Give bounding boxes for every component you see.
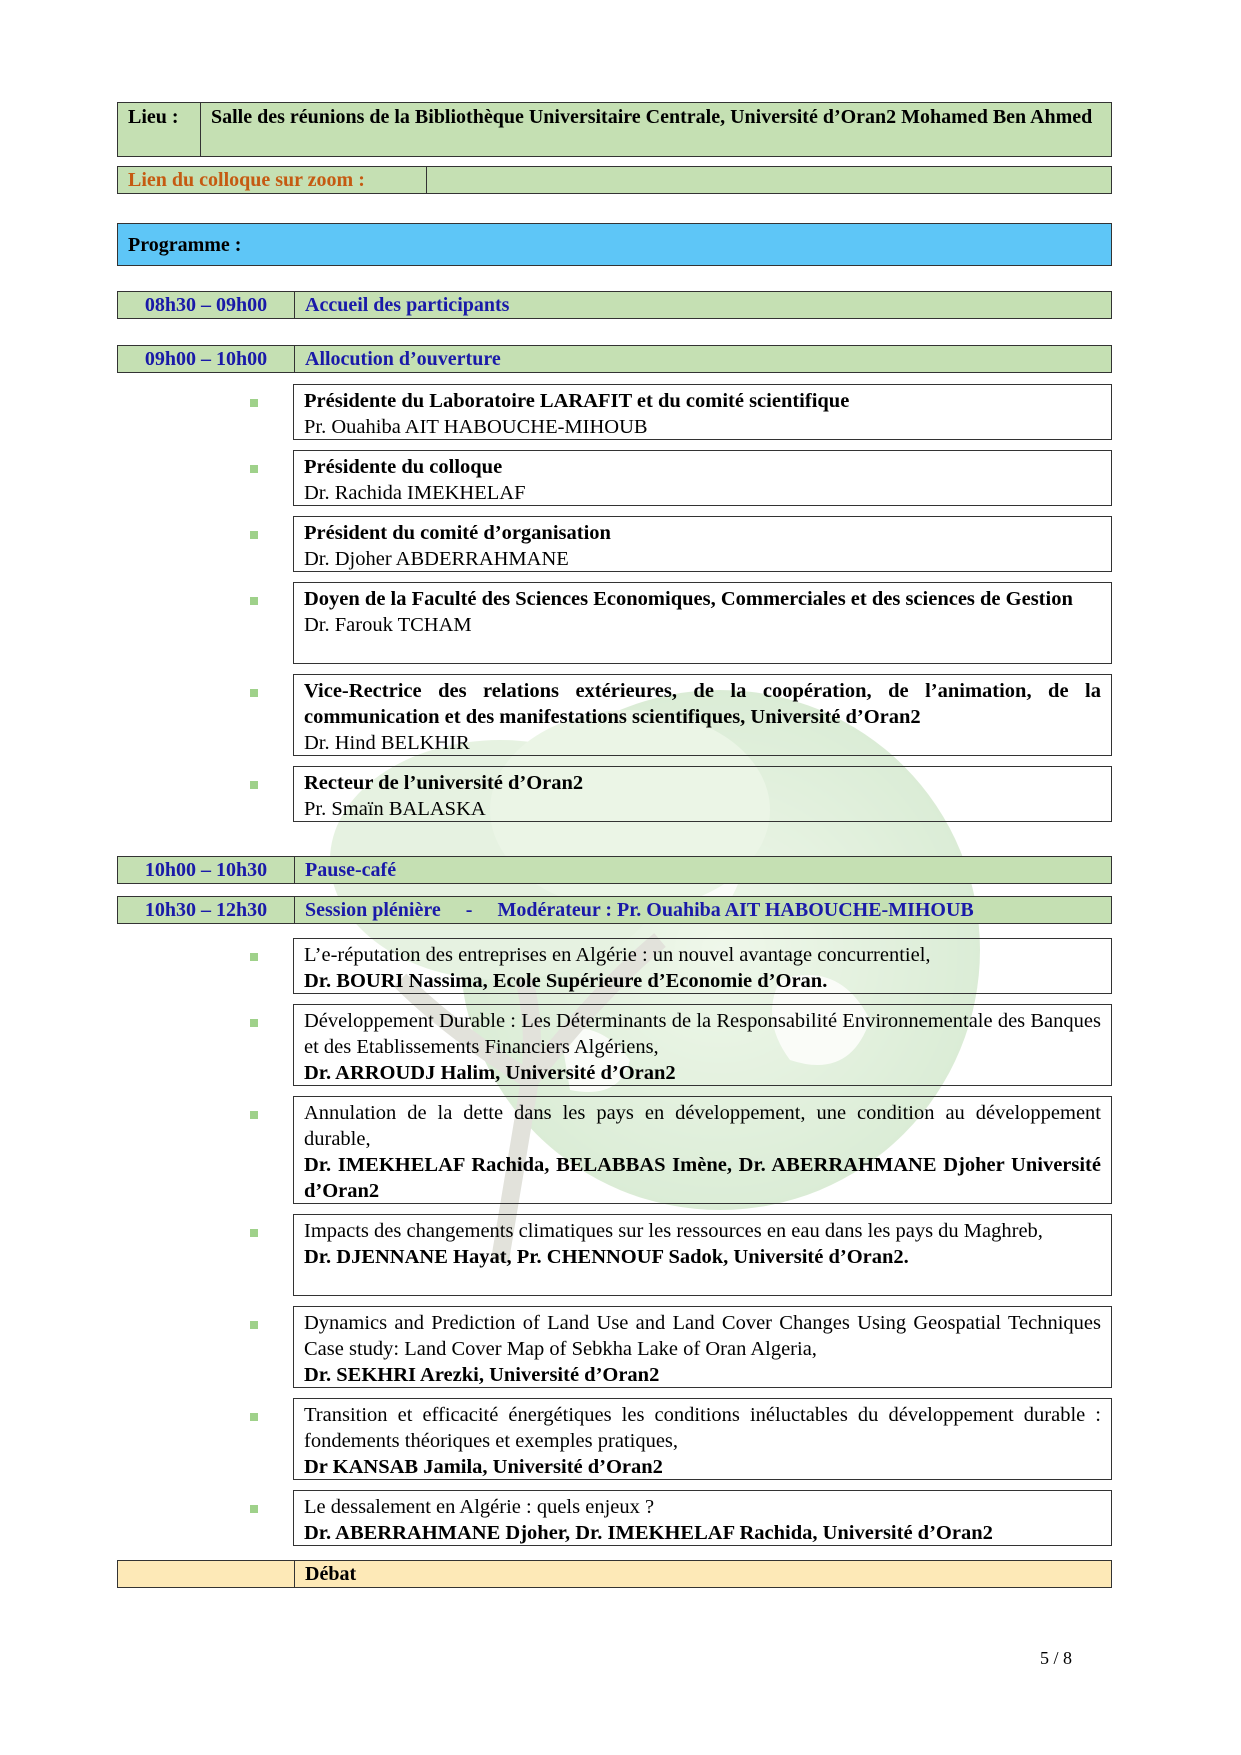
debate-row — [117, 1560, 1112, 1588]
slot-plenary-title-cell — [294, 897, 1111, 923]
slot-opening-time: 09h00 – 10h00 — [144, 348, 268, 370]
talk-item: Le dessalement en Algérie : quels enjeux ? Dr. ABERRAHMANE Djoher, Dr. IMEKHELAF Rachida, Université d’Oran2 — [293, 1490, 1112, 1546]
venue-label: Lieu : — [128, 106, 179, 128]
bullet-icon — [250, 1111, 258, 1119]
programme-label: Programme : — [128, 234, 242, 256]
talk-item: L’e-réputation des entreprises en Algérie : un nouvel avantage concurrentiel, Dr. BOURI Nassima, Ecole Supérieure d’Economie d’Oran. — [293, 938, 1112, 994]
opening-item: Présidente du colloque Dr. Rachida IMEKHELAF — [293, 450, 1112, 506]
opening-item: Doyen de la Faculté des Sciences Economiques, Commerciales et des sciences de Gestion Dr. Farouk TCHAM — [293, 582, 1112, 664]
zoom-link-value[interactable] — [426, 167, 1111, 193]
slot-welcome-time: 08h30 – 09h00 — [144, 294, 268, 316]
slot-plenary-moderator: Modérateur : Pr. Ouahiba AIT HABOUCHE-MIHOUB — [497, 899, 974, 921]
bullet-icon — [250, 1505, 258, 1513]
bullet-icon — [250, 597, 258, 605]
bullet-icon — [250, 953, 258, 961]
slot-opening-title: Allocution d’ouverture — [294, 346, 1111, 372]
zoom-link-row — [117, 166, 1112, 194]
slot-plenary-title: Session plénière — [305, 899, 441, 921]
opening-item: Vice-Rectrice des relations extérieures, de la coopération, de l’animation, de la communication et des manifestations scientifiques, Université d’Oran2 Dr. Hind BELKHIR — [293, 674, 1112, 756]
talk-item: Impacts des changements climatiques sur les ressources en eau dans les pays du Maghreb, Dr. DJENNANE Hayat, Pr. CHENNOUF Sadok, Université d’Oran2. — [293, 1214, 1112, 1296]
opening-item: Président du comité d’organisation Dr. Djoher ABDERRAHMANE — [293, 516, 1112, 572]
bullet-icon — [250, 465, 258, 473]
bullet-icon — [250, 531, 258, 539]
venue-value: Salle des réunions de la Bibliothèque Universitaire Centrale, Université d’Oran2 Mohamed Ben Ahmed — [200, 103, 1111, 156]
slot-plenary-dash: - — [465, 899, 473, 921]
zoom-link-label: Lien du colloque sur zoom : — [128, 169, 365, 191]
slot-welcome-title: Accueil des participants — [294, 292, 1111, 318]
bullet-icon — [250, 1321, 258, 1329]
talk-item: Annulation de la dette dans les pays en développement, une condition au développement durable, Dr. IMEKHELAF Rachida, BELABBAS Imène, Dr. ABERRAHMANE Djoher Université d’Oran2 — [293, 1096, 1112, 1204]
slot-plenary — [117, 896, 1112, 924]
programme-header — [117, 223, 1112, 266]
bullet-icon — [250, 689, 258, 697]
venue-row — [117, 102, 1112, 157]
page-number: 5 / 8 — [1040, 1648, 1073, 1668]
debate-label: Débat — [294, 1561, 1111, 1587]
bullet-icon — [250, 781, 258, 789]
bullet-icon — [250, 1229, 258, 1237]
bullet-icon — [250, 399, 258, 407]
bullet-icon — [250, 1019, 258, 1027]
slot-coffee-time: 10h00 – 10h30 — [144, 859, 268, 881]
talk-item: Transition et efficacité énergétiques les conditions inéluctables du développement durable : fondements théoriques et exemples pratiques, Dr KANSAB Jamila, Université d’Oran2 — [293, 1398, 1112, 1480]
opening-item: Présidente du Laboratoire LARAFIT et du comité scientifique Pr. Ouahiba AIT HABOUCHE-MIHOUB — [293, 384, 1112, 440]
bullet-icon — [250, 1413, 258, 1421]
slot-coffee-title: Pause-café — [294, 857, 1111, 883]
debate-time-cell — [118, 1561, 294, 1587]
slot-coffee-break — [117, 856, 1112, 884]
talk-item: Développement Durable : Les Déterminants de la Responsabilité Environnementale des Banques et des Etablissements Financiers Algériens, Dr. ARROUDJ Halim, Université d’Oran2 — [293, 1004, 1112, 1086]
talk-item: Dynamics and Prediction of Land Use and Land Cover Changes Using Geospatial Techniques Case study: Land Cover Map of Sebkha Lake of Oran Algeria, Dr. SEKHRI Arezki, Université d’Oran2 — [293, 1306, 1112, 1388]
slot-opening — [117, 345, 1112, 373]
slot-welcome — [117, 291, 1112, 319]
slot-plenary-time: 10h30 – 12h30 — [144, 899, 268, 921]
opening-item: Recteur de l’université d’Oran2 Pr. Smaïn BALASKA — [293, 766, 1112, 822]
